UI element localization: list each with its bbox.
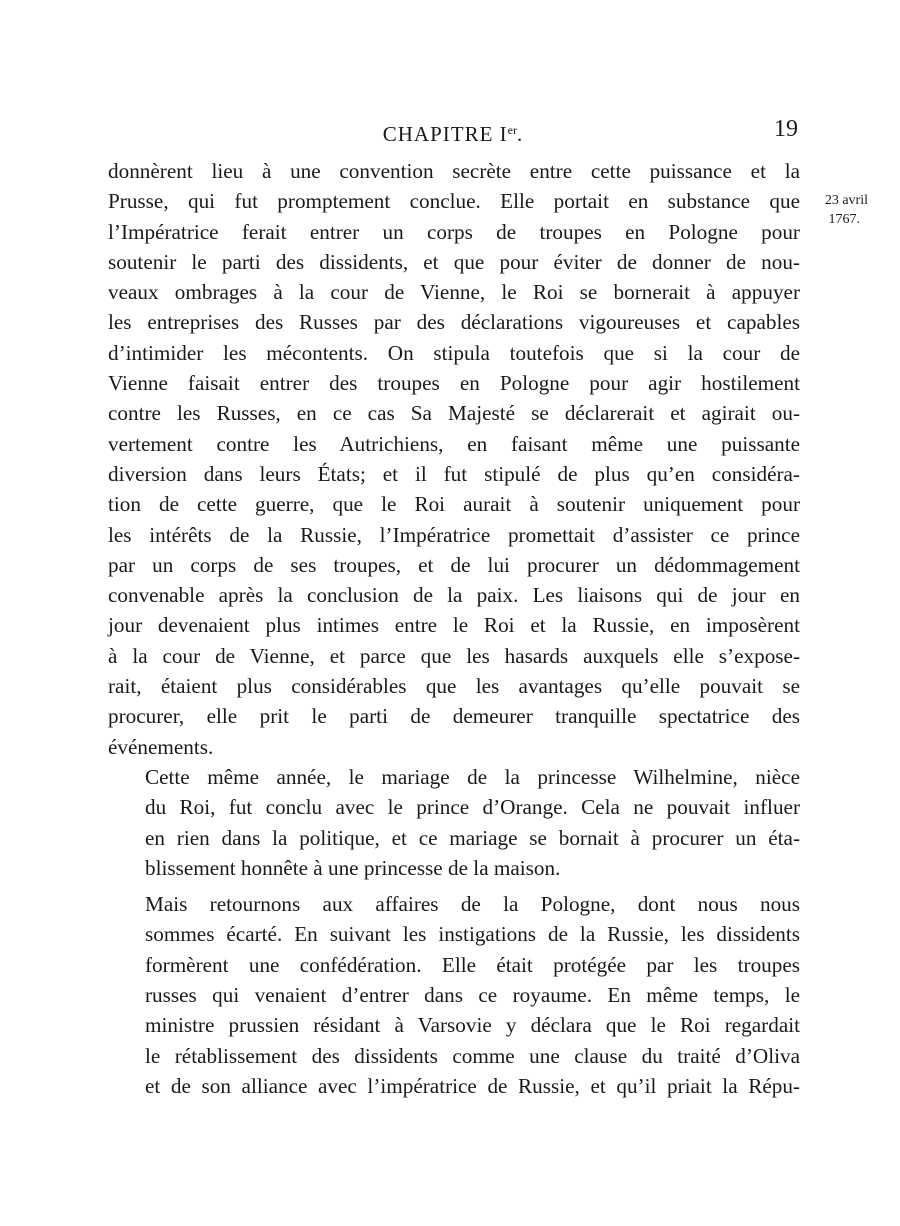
text-line: événements.	[108, 734, 214, 759]
paragraph-2	[108, 762, 800, 883]
chapter-title-text: CHAPITRE I	[382, 122, 508, 146]
text-line: les entreprises des Russes par des déclarations vigoureuses et capables	[108, 310, 800, 335]
text-line: en rien dans la politique, et ce mariage se bornait à procurer un éta-	[145, 825, 800, 850]
text-line: ministre prussien résidant à Varsovie y déclara que le Roi regardait	[145, 1013, 800, 1038]
paragraph-1	[108, 156, 800, 762]
text-line: Mais retournons aux affaires de la Pologne, dont nous nous	[145, 892, 800, 917]
margin-note-date: 23 avril	[824, 193, 868, 208]
chapter-title	[108, 116, 798, 148]
page-number: 19	[774, 116, 798, 142]
text-line: convenable après la conclusion de la paix. Les liaisons qui de jour en	[108, 583, 800, 608]
paragraph-3	[108, 889, 800, 1101]
text-line: formèrent une confédération. Elle était protégée par les troupes	[145, 952, 800, 977]
chapter-title-superscript: er	[507, 123, 517, 137]
text-line: Prusse, qui fut promptement conclue. Elle portait en substance que	[108, 189, 800, 214]
text-line: contre les Russes, en ce cas Sa Majesté se déclarerait et agirait ou-	[108, 401, 800, 426]
text-line: donnèrent lieu à une convention secrète entre cette puissance et la	[108, 159, 800, 183]
text-line: jour devenaient plus intimes entre le Roi et la Russie, en imposèrent	[108, 613, 800, 638]
text-line: diversion dans leurs États; et il fut stipulé de plus qu’en considéra-	[108, 461, 800, 486]
text-line: par un corps de ses troupes, et de lui procurer un dédommagement	[108, 552, 800, 577]
chapter-title-period: .	[517, 122, 524, 146]
text-line: sommes écarté. En suivant les instigations de la Russie, les dissidents	[145, 922, 800, 947]
text-line: les intérêts de la Russie, l’Impératrice promettait d’assister ce prince	[108, 522, 800, 547]
text-line: à la cour de Vienne, et parce que les hasards auxquels elle s’expose-	[108, 643, 800, 668]
text-line: soutenir le parti des dissidents, et que pour éviter de donner de nou-	[108, 249, 800, 274]
text-line: tion de cette guerre, que le Roi aurait à soutenir uniquement pour	[108, 492, 800, 517]
text-line: rait, étaient plus considérables que les avantages qu’elle pouvait se	[108, 674, 800, 699]
body-text	[108, 156, 800, 1101]
text-line: d’intimider les mécontents. On stipula toutefois que si la cour de	[108, 340, 800, 365]
text-line: Cette même année, le mariage de la princesse Wilhelmine, nièce	[145, 764, 800, 789]
text-line: blissement honnête à une princesse de la maison.	[145, 855, 561, 880]
running-head	[108, 116, 798, 144]
text-line: le rétablissement des dissidents comme une clause du traité d’Oliva	[145, 1043, 800, 1068]
text-line: procurer, elle prit le parti de demeurer tranquille spectatrice des	[108, 704, 800, 729]
text-line: l’Impératrice ferait entrer un corps de troupes en Pologne pour	[108, 219, 800, 244]
text-line: Vienne faisait entrer des troupes en Pologne pour agir hostilement	[108, 371, 800, 396]
text-line: russes qui venaient d’entrer dans ce royaume. En même temps, le	[145, 983, 800, 1008]
text-line: veaux ombrages à la cour de Vienne, le Roi se bornerait à appuyer	[108, 280, 800, 305]
text-line: du Roi, fut conclu avec le prince d’Orange. Cela ne pouvait influer	[145, 795, 800, 820]
margin-note-year: 1767.	[828, 212, 860, 227]
margin-note	[806, 191, 868, 229]
text-line: et de son alliance avec l’impératrice de Russie, et qu’il priait la Répu-	[145, 1073, 800, 1098]
text-line: vertement contre les Autrichiens, en faisant même une puissante	[108, 431, 800, 456]
